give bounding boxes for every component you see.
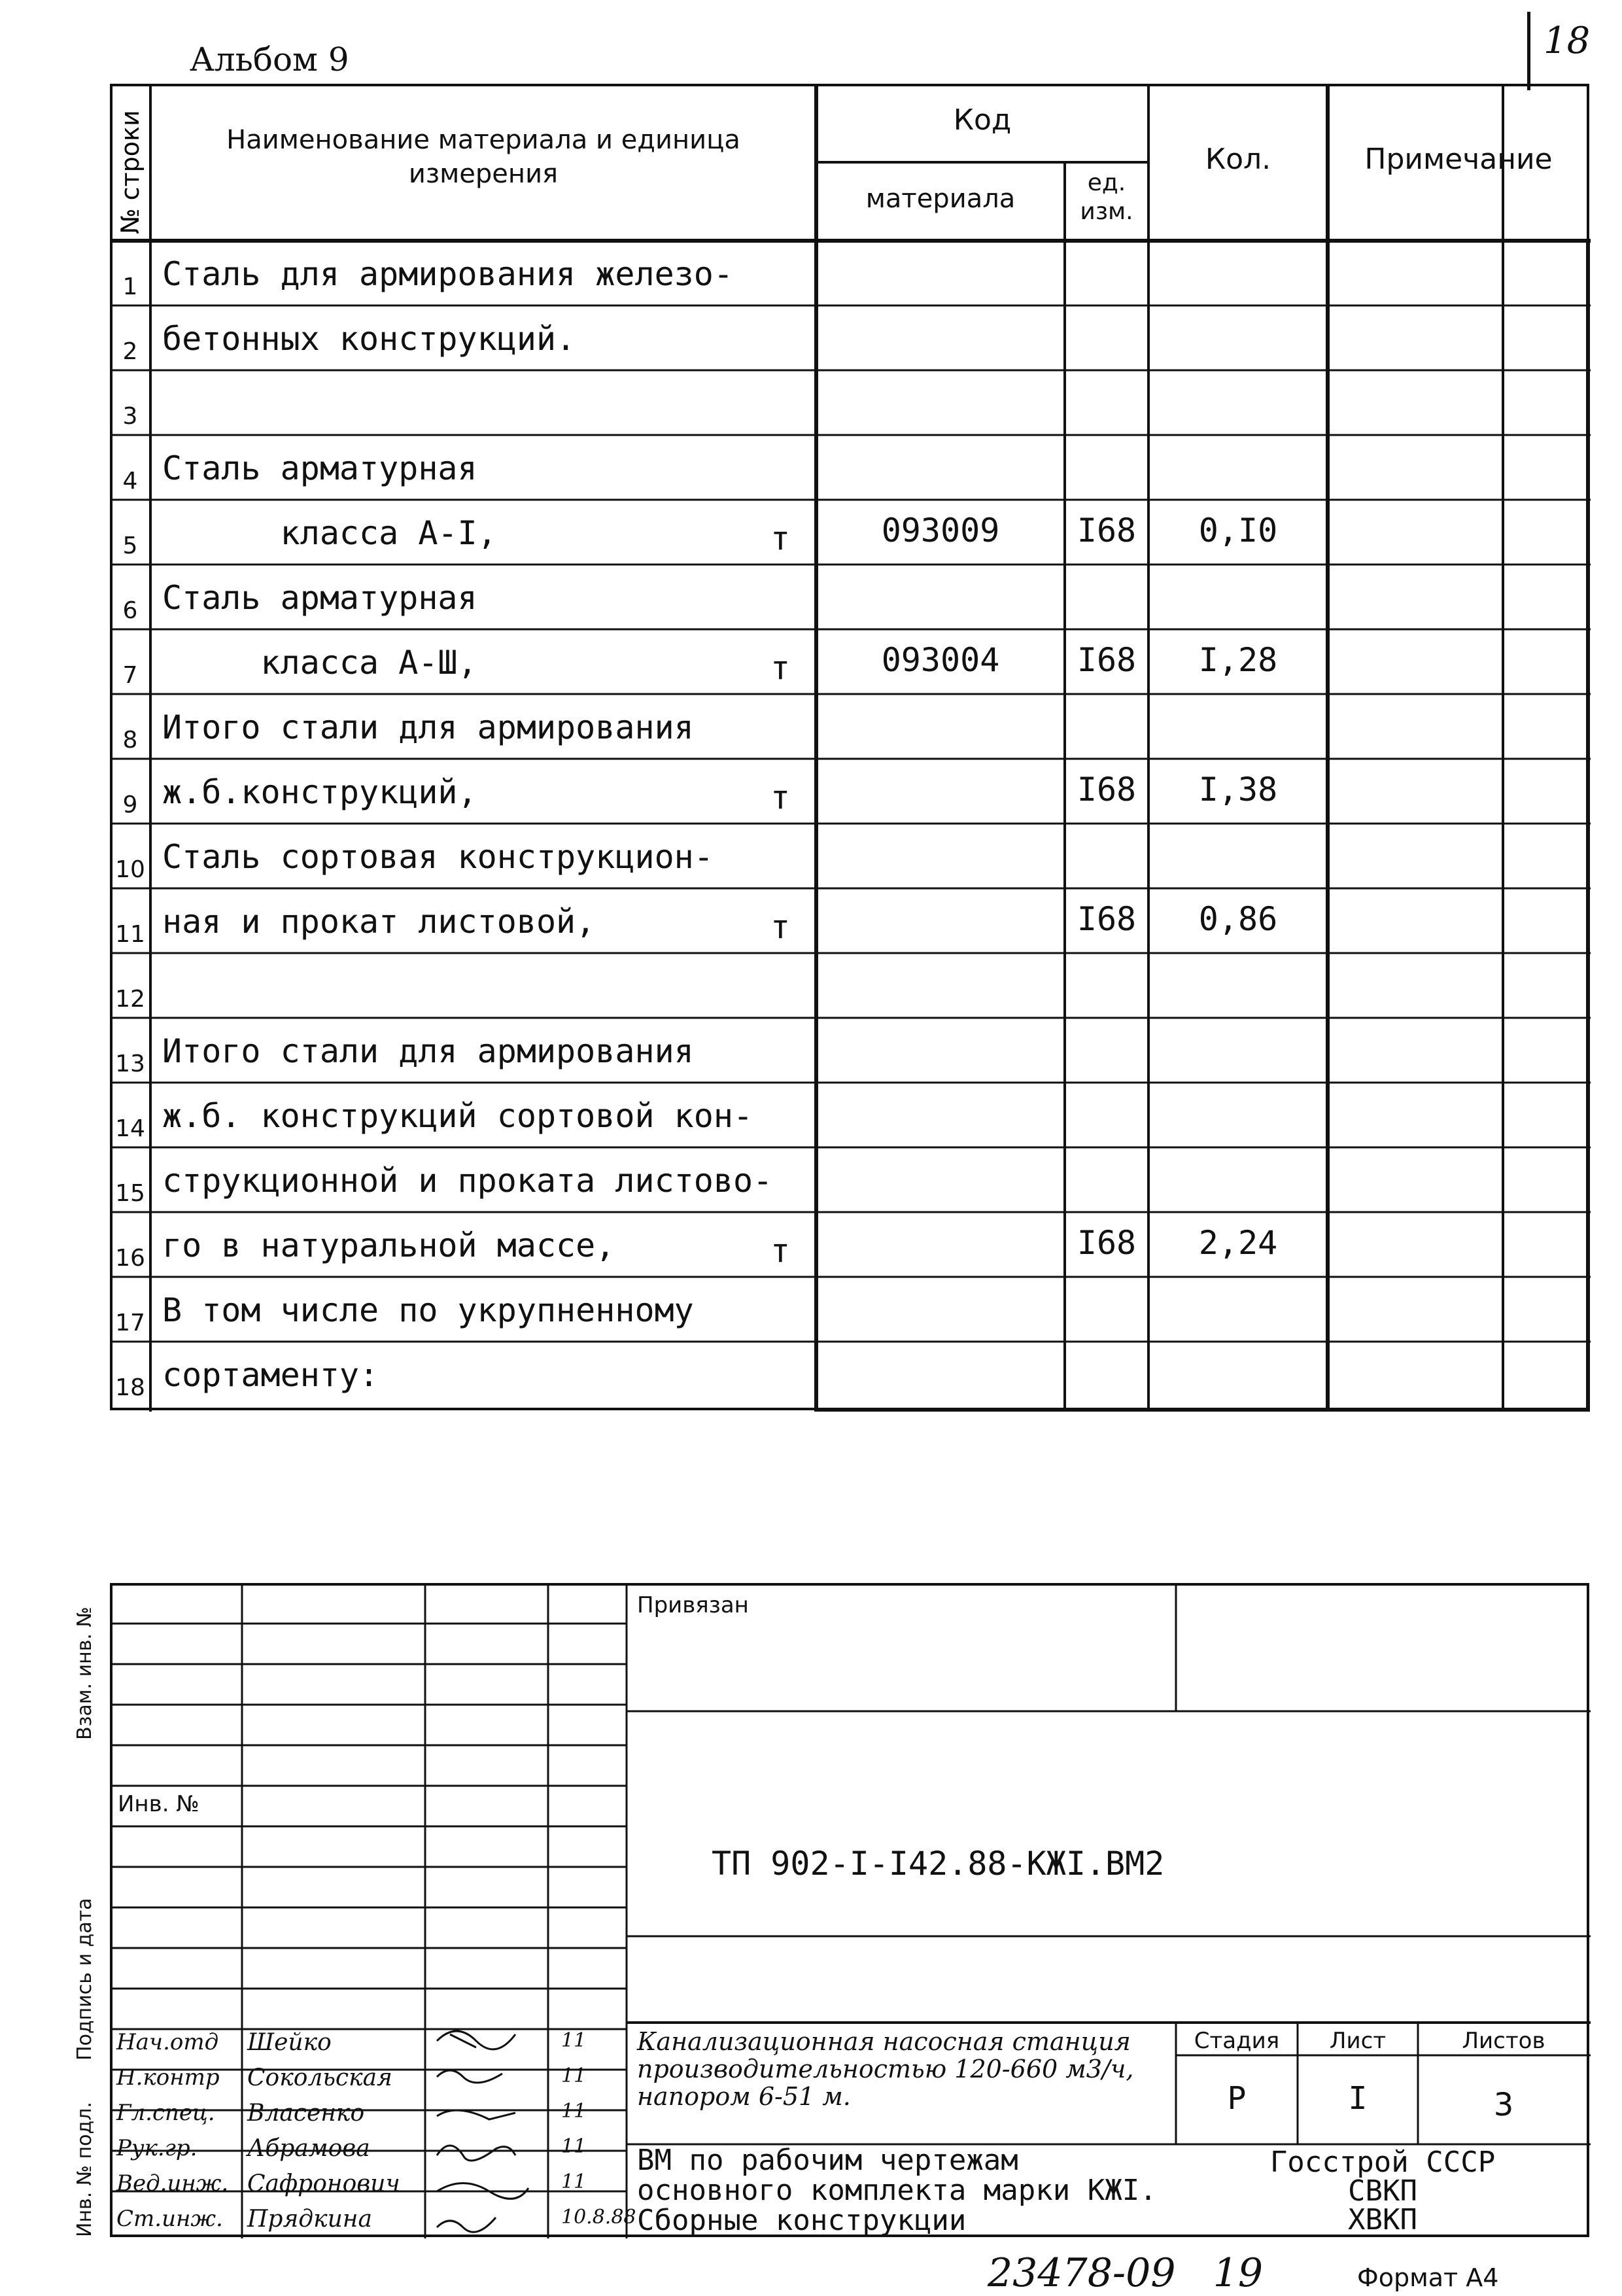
row-number: 2 (122, 338, 138, 365)
row-number: 16 (115, 1245, 145, 1272)
row-name: Итого стали для армирования (162, 708, 694, 746)
signature-marks (437, 2031, 528, 2232)
person-date: 11 (561, 2064, 587, 2087)
format-label: Формат А4 (1357, 2263, 1499, 2292)
row-unit-code: I68 (1077, 1224, 1137, 1262)
sheet-value: I (1348, 2080, 1368, 2117)
page-number-bar (1527, 12, 1530, 90)
row-unit-code: I68 (1077, 641, 1137, 679)
person-date: 11 (561, 2029, 587, 2052)
row-number: 8 (122, 727, 138, 754)
note-header: Примечание (1364, 143, 1553, 176)
row-name: Сталь сортовая конструкцион- (162, 838, 714, 876)
row-name: Сталь для армирования железо- (162, 255, 733, 293)
row-number: 11 (115, 921, 145, 948)
project-title: Канализационная насосная станция производительностью 120-660 м3/ч, напором 6-51 м. (637, 2027, 1134, 2111)
person-date: 11 (561, 2135, 587, 2158)
row-quantity: I,28 (1198, 641, 1278, 679)
row-quantity: 0,86 (1198, 900, 1278, 938)
row-name: го в натуральной массе, (162, 1226, 615, 1264)
document-code: ТП 902-I-I42.88-КЖI.ВМ2 (712, 1845, 1165, 1883)
row-name: Итого стали для армирования (162, 1032, 694, 1070)
row-name: бетонных конструкций. (162, 320, 576, 358)
row-unit: т (770, 778, 791, 816)
qty-header: Кол. (1205, 143, 1271, 176)
sheets-label: Листов (1462, 2028, 1545, 2054)
row-unit-code: I68 (1077, 512, 1137, 549)
row-material-code: 093004 (881, 641, 1000, 679)
footer-document-number: 23478-09 19 (988, 2250, 1264, 2296)
row-number: 14 (115, 1115, 145, 1142)
row-unit-code: I68 (1077, 771, 1137, 809)
person-name: Сокольская (247, 2064, 392, 2091)
row-number: 1 (122, 273, 138, 300)
row-unit-code: I68 (1077, 900, 1137, 938)
row-number: 5 (122, 532, 138, 559)
person-name: Власенко (247, 2100, 365, 2127)
row-name: класса А-I, (162, 514, 497, 552)
row-number: 6 (122, 597, 138, 624)
person-role: Нач.отд (116, 2029, 219, 2055)
row-number-header-text: № строки (116, 110, 145, 234)
document-title: ВМ по рабочим чертежам основного комплекта марки КЖI. Сборные конструкции (637, 2144, 1157, 2237)
row-name: класса А-Ш, (162, 644, 477, 682)
stage-value: Р (1227, 2080, 1247, 2117)
person-role: Вед.инж. (116, 2170, 229, 2197)
specification-table (110, 84, 1591, 1412)
row-number-header (110, 84, 149, 247)
person-role: Гл.спец. (116, 2100, 215, 2126)
page-number: 18 (1544, 20, 1591, 62)
stage-label: Стадия (1194, 2028, 1280, 2054)
row-number: 12 (115, 986, 145, 1013)
row-number: 7 (122, 662, 138, 689)
row-unit: т (770, 519, 791, 557)
row-name: ж.б. конструкций сортовой кон- (162, 1097, 753, 1135)
material-code-header: материала (865, 184, 1016, 214)
row-unit: т (770, 649, 791, 687)
organization (1176, 2148, 1589, 2235)
person-role: Н.контр (116, 2064, 220, 2091)
row-quantity: I,38 (1198, 771, 1278, 809)
organization-line-3: ХВКП (1348, 2203, 1417, 2236)
person-name: Сафронович (247, 2170, 400, 2197)
row-material-code: 093009 (881, 512, 1000, 549)
unit-code-header: ед. изм. (1080, 169, 1133, 225)
row-number: 9 (122, 791, 138, 818)
row-number: 4 (122, 468, 138, 495)
row-name: Сталь арматурная (162, 449, 477, 487)
sheet-label: Лист (1329, 2028, 1387, 2054)
person-name: Шейко (247, 2029, 332, 2056)
person-name: Прядкина (247, 2206, 372, 2233)
row-unit: т (770, 908, 791, 946)
title-block (110, 1583, 1591, 2238)
person-name: Абрамова (247, 2135, 370, 2162)
organization-line-1: Госстрой СССР (1269, 2146, 1496, 2179)
row-number: 15 (115, 1180, 145, 1207)
code-header: Код (953, 103, 1012, 137)
person-date: 11 (561, 2100, 587, 2123)
row-name: струкционной и проката листово- (162, 1162, 773, 1200)
row-unit: т (770, 1232, 791, 1270)
row-name: сортаменту: (162, 1356, 379, 1394)
row-name: В том числе по укрупненному (162, 1291, 694, 1329)
row-name: ж.б.конструкций, (162, 773, 477, 811)
row-number: 10 (115, 856, 145, 883)
person-role: Ст.инж. (116, 2206, 223, 2232)
privyazan-label: Привязан (637, 1592, 749, 1618)
album-label: Альбом 9 (190, 41, 349, 78)
sheets-value: 3 (1493, 2087, 1514, 2123)
row-quantity: 0,I0 (1198, 512, 1278, 549)
person-role: Рук.гр. (116, 2135, 198, 2161)
row-number: 18 (115, 1374, 145, 1401)
row-quantity: 2,24 (1198, 1224, 1278, 1262)
person-date: 11 (561, 2170, 587, 2193)
person-date: 10.8.88 (561, 2206, 636, 2229)
side-label-signature-date: Подпись и дата (73, 1898, 96, 2061)
row-number: 13 (115, 1051, 145, 1077)
name-header: Наименование материала и единица измерения (226, 125, 740, 189)
row-name: ная и прокат листовой, (162, 903, 596, 941)
organization-line-2: СВКП (1348, 2174, 1417, 2208)
row-name: Сталь арматурная (162, 579, 477, 617)
side-label-original-inv: Инв. № подл. (73, 2102, 96, 2237)
row-number: 17 (115, 1310, 145, 1336)
side-label-replacement-inv: Взам. инв. № (73, 1607, 96, 1740)
inv-number-label: Инв. № (118, 1791, 199, 1817)
row-number: 3 (122, 403, 138, 430)
